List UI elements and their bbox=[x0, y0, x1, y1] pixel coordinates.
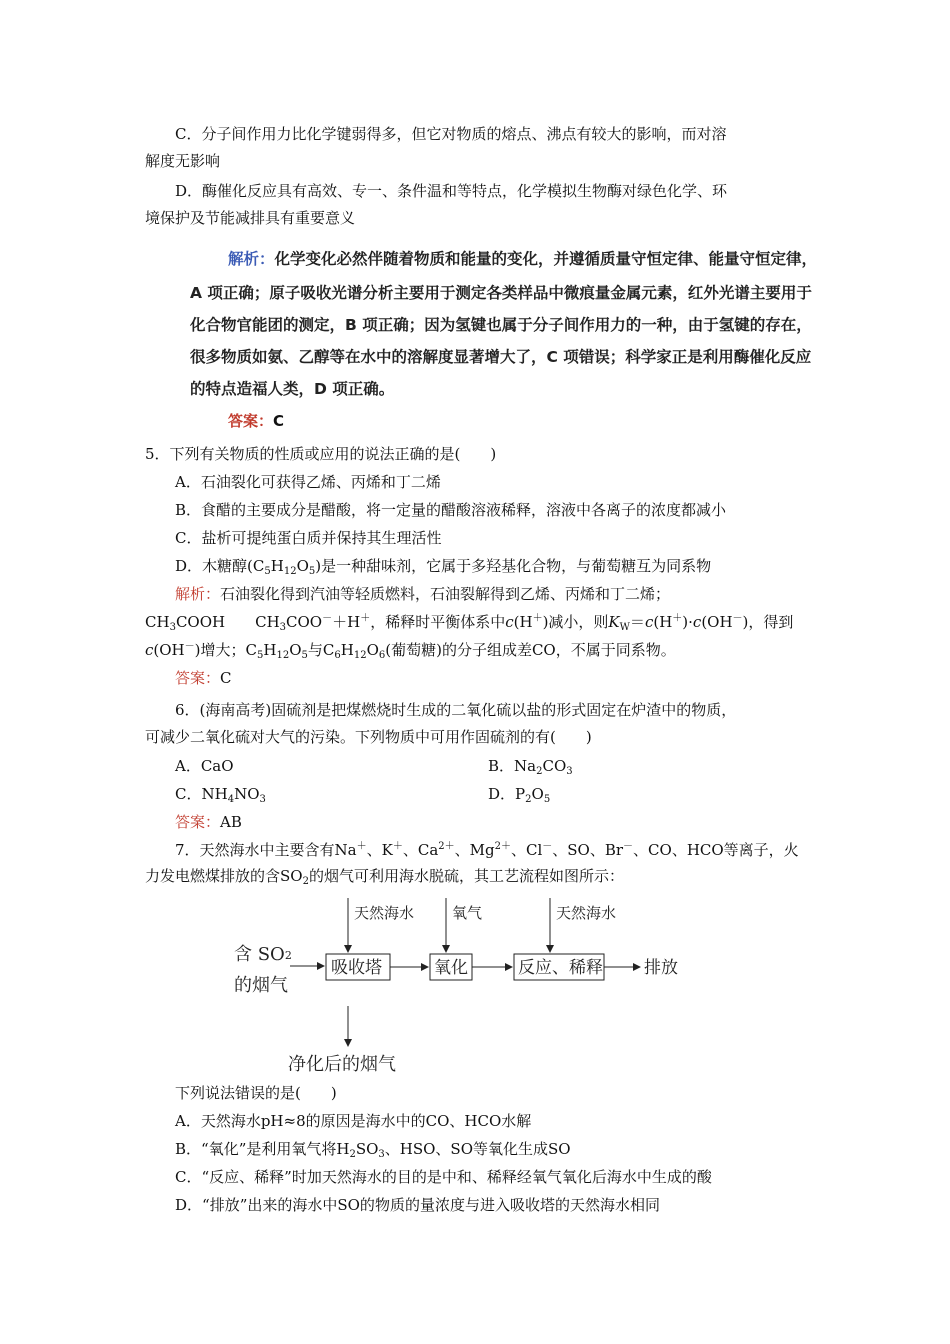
flow-top-label-1: 天然海水 bbox=[354, 904, 415, 922]
flow-box-oxidation-label: 氧化 bbox=[434, 958, 468, 978]
q7-stem-line1: 7．天然海水中主要含有Na＋、K＋、$Ca^{2+}$、$Mg^{2+}$、Cl－、SO、Br－、CO、HCO等离子，火 bbox=[175, 841, 799, 859]
q5-stem: 5．下列有关物质的性质或应用的说法正确的是( ) bbox=[145, 445, 497, 463]
q4-answer bbox=[228, 411, 284, 431]
q4-option-d-line1: D．酶催化反应具有高效、专一、条件温和等特点，化学模拟生物酶对绿色化学、环 bbox=[175, 182, 728, 200]
q4-answer-value: C bbox=[273, 412, 285, 430]
flow-box-reaction-label: 反应、稀释 bbox=[518, 958, 603, 978]
q4-explanation-line1 bbox=[228, 249, 817, 269]
q5-explanation-line1: 解析：石油裂化得到汽油等轻质燃料，石油裂解得到乙烯、丙烯和丁二烯； bbox=[175, 585, 671, 603]
q5-option-d: D．木糖醇$(C_5H_{12}O_5)$是一种甜味剂，它属于多羟基化合物，与葡萄糖互为同系物 bbox=[175, 557, 712, 577]
q4-explanation-line3: 化合物官能团的测定，B 项正确；因为氢键也属于分子间作用力的一种，由于氢键的存在， bbox=[190, 316, 812, 334]
q6-answer-value: AB bbox=[220, 813, 242, 831]
q4-explanation-line5: 的特点造福人类，D 项正确。 bbox=[190, 380, 395, 398]
process-flow-diagram bbox=[220, 890, 700, 1080]
flow-box-absorber-label: 吸收塔 bbox=[331, 958, 382, 978]
q5-answer-label: 答案： bbox=[175, 669, 221, 687]
q4-explanation-label: 解析： bbox=[228, 250, 275, 268]
q5-option-a: A．石油裂化可获得乙烯、丙烯和丁二烯 bbox=[175, 473, 441, 491]
q5-explanation-label: 解析： bbox=[175, 585, 221, 603]
q4-option-c-line1: C．分子间作用力比化学键弱得多，但它对物质的熔点、沸点有较大的影响，而对溶 bbox=[175, 125, 727, 143]
q5-explanation-line3: c(OH－)增大；$C_5H_{12}O_5$与$C_6H_{12}O_6$(葡萄糖)的分子组成差CO，不属于同系物。 bbox=[145, 641, 676, 661]
q7-option-d: D．“排放”出来的海水中SO的物质的量浓度与进入吸收塔的天然海水相同 bbox=[175, 1196, 660, 1214]
q4-explanation-line2: A 项正确；原子吸收光谱分析主要用于测定各类样品中微痕量金属元素，红外光谱主要用于 bbox=[190, 284, 812, 302]
q4-option-c-line2: 解度无影响 bbox=[145, 152, 221, 170]
flow-top-label-3: 天然海水 bbox=[556, 904, 617, 922]
q6-stem-line2: 可减少二氧化硫对大气的污染。下列物质中可用作固硫剂的有( ) bbox=[145, 728, 592, 746]
flow-output-label: 排放 bbox=[644, 958, 678, 978]
flow-input-label: 含 SO2 bbox=[234, 944, 292, 965]
q6-option-a: A．CaO bbox=[175, 757, 234, 775]
q6-option-b: B．$Na_2CO_3$ bbox=[488, 757, 573, 777]
q5-option-b: B．食醋的主要成分是醋酸，将一定量的醋酸溶液稀释，溶液中各离子的浓度都减小 bbox=[175, 501, 727, 519]
q4-explanation-text1: 化学变化必然伴随着物质和能量的变化，并遵循质量守恒定律、能量守恒定律， bbox=[274, 250, 818, 268]
q7-option-c: C．“反应、稀释”时加天然海水的目的是中和、稀释经氧气氧化后海水中生成的酸 bbox=[175, 1168, 712, 1186]
q7-option-b: B．“氧化”是利用氧气将$H_2SO_3$、HSO、SO等氧化生成SO bbox=[175, 1140, 571, 1160]
q6-answer-label: 答案： bbox=[175, 813, 221, 831]
q4-answer-label: 答案： bbox=[228, 412, 274, 430]
flow-top-label-2: 氧气 bbox=[452, 904, 483, 922]
flow-bottom-label: 净化后的烟气 bbox=[288, 1054, 396, 1075]
q5-answer-value: C bbox=[220, 669, 232, 687]
q4-option-d-line2: 境保护及节能减排具有重要意义 bbox=[145, 209, 356, 227]
q7-stem-line2: 力发电燃煤排放的含$SO_2$的烟气可利用海水脱硫，其工艺流程如图所示： bbox=[145, 867, 624, 887]
q5-explanation-line2: $CH_3COOH$ $CH_3COO^-+H^+$，稀释时平衡体系中c(H＋)减小，则$K_W=c(H^+)\cdot c(OH^-)$，得到 bbox=[145, 613, 794, 633]
q5-option-c: C．盐析可提纯蛋白质并保持其生理活性 bbox=[175, 529, 442, 547]
q6-option-d: D．$P_2O_5$ bbox=[488, 785, 551, 805]
q4-explanation-line4: 很多物质如氨、乙醇等在水中的溶解度显著增大了，C 项错误；科学家正是利用酶催化反应 bbox=[190, 348, 812, 366]
q6-stem-line1: 6．(海南高考)固硫剂是把煤燃烧时生成的二氧化硫以盐的形式固定在炉渣中的物质， bbox=[175, 701, 737, 719]
q5-answer bbox=[175, 668, 232, 688]
q6-option-c: C．$NH_4NO_3$ bbox=[175, 785, 266, 805]
q6-answer bbox=[175, 812, 242, 832]
q7-option-a: A．天然海水pH≈8的原因是海水中的CO、HCO水解 bbox=[175, 1112, 532, 1130]
flow-input-label-2: 的烟气 bbox=[234, 975, 288, 996]
q7-sub-question: 下列说法错误的是( ) bbox=[175, 1084, 337, 1102]
